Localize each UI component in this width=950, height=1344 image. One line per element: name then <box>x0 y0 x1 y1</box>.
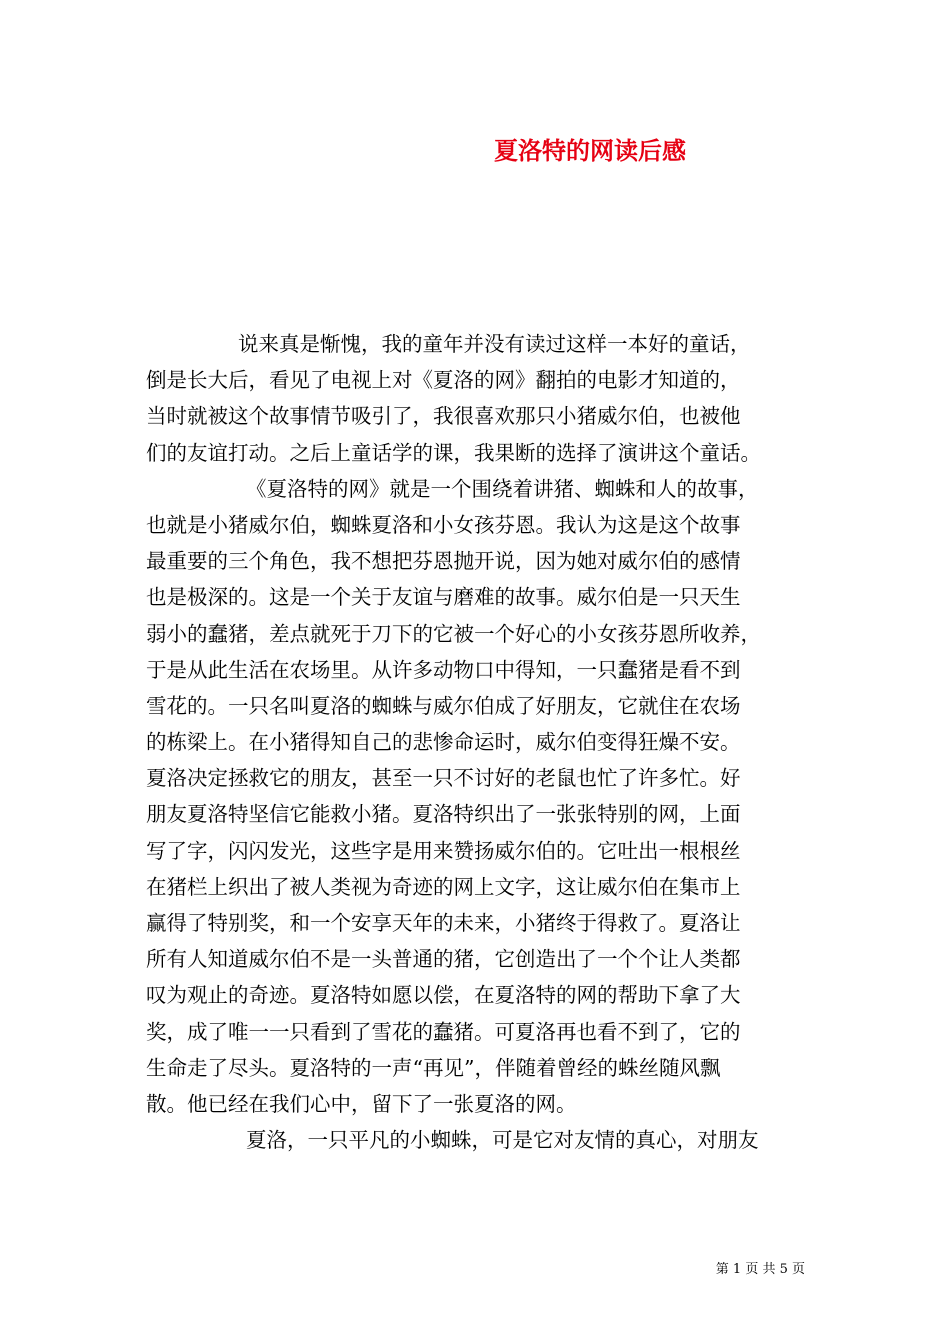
paragraph-2-line-18: 散。他已经在我们心中，留下了一张夏洛的网。 <box>146 1091 577 1116</box>
paragraph-1-line-1: 说来真是惭愧，我的童年并没有读过这样一本好的童话， <box>238 332 751 356</box>
paragraph-2-line-8: 的栋梁上。在小猪得知自己的悲惨命运时，威尔伯变得狂燥不安。 <box>146 730 741 755</box>
paragraph-2-line-16: 奖，成了唯一一只看到了雪花的蠢猪。可夏洛再也看不到了，它的 <box>146 1019 741 1044</box>
paragraph-2-line-3: 最重要的三个角色，我不想把芬恩抛开说，因为她对威尔伯的感情 <box>146 549 741 574</box>
paragraph-2-line-10: 朋友夏洛特坚信它能救小猪。夏洛特织出了一张张特别的网，上面 <box>146 802 741 827</box>
document-title: 夏洛特的网读后感 <box>494 136 686 165</box>
paragraph-2-line-17: 生命走了尽头。夏洛特的一声“再见”，伴随着曾经的蛛丝随风飘 <box>146 1055 721 1080</box>
document-body <box>146 326 810 1158</box>
paragraph-2-line-14: 所有人知道威尔伯不是一头普通的猪，它创造出了一个个让人类都 <box>146 947 741 972</box>
paragraph-1-line-3: 当时就被这个故事情节吸引了，我很喜欢那只小猪威尔伯，也被他 <box>146 404 741 429</box>
paragraph-2-line-6: 于是从此生活在农场里。从许多动物口中得知，一只蠢猪是看不到 <box>146 657 741 682</box>
paragraph-2-line-4: 也是极深的。这是一个关于友谊与磨难的故事。威尔伯是一只天生 <box>146 585 741 610</box>
paragraph-2-line-11: 写了字，闪闪发光，这些字是用来赞扬威尔伯的。它吐出一根根丝 <box>146 838 741 863</box>
paragraph-2-line-1: 《夏洛特的网》就是一个围绕着讲猪、蜘蛛和人的故事， <box>246 476 759 501</box>
paragraph-3-line-1: 夏洛，一只平凡的小蜘蛛，可是它对友情的真心，对朋友 <box>246 1128 759 1153</box>
paragraph-2-line-13: 赢得了特别奖，和一个安享天年的未来，小猪终于得救了。夏洛让 <box>146 911 741 935</box>
paragraph-2-line-15: 叹为观止的奇迹。夏洛特如愿以偿，在夏洛特的网的帮助下拿了大 <box>146 983 741 1008</box>
paragraph-2-line-9: 夏洛决定拯救它的朋友，甚至一只不讨好的老鼠也忙了许多忙。好 <box>146 766 741 791</box>
paragraph-1-line-2: 倒是长大后，看见了电视上对《夏洛的网》翻拍的电影才知道的， <box>146 368 741 393</box>
paragraph-2-line-5: 弱小的蠢猪，差点就死于刀下的它被一个好心的小女孩芬恩所收养， <box>146 621 761 646</box>
paragraph-2-line-7: 雪花的。一只名叫夏洛的蜘蛛与威尔伯成了好朋友，它就住在农场 <box>146 693 741 718</box>
paragraph-2-line-2: 也就是小猪威尔伯，蜘蛛夏洛和小女孩芬恩。我认为这是这个故事 <box>146 512 741 537</box>
page-number-footer: 第 1 页 共 5 页 <box>715 1262 805 1277</box>
paragraph-2-line-12: 在猪栏上织出了被人类视为奇迹的网上文字，这让威尔伯在集市上 <box>146 874 741 899</box>
paragraph-1-line-4: 们的友谊打动。之后上童话学的课，我果断的选择了演讲这个童话。 <box>146 440 761 465</box>
